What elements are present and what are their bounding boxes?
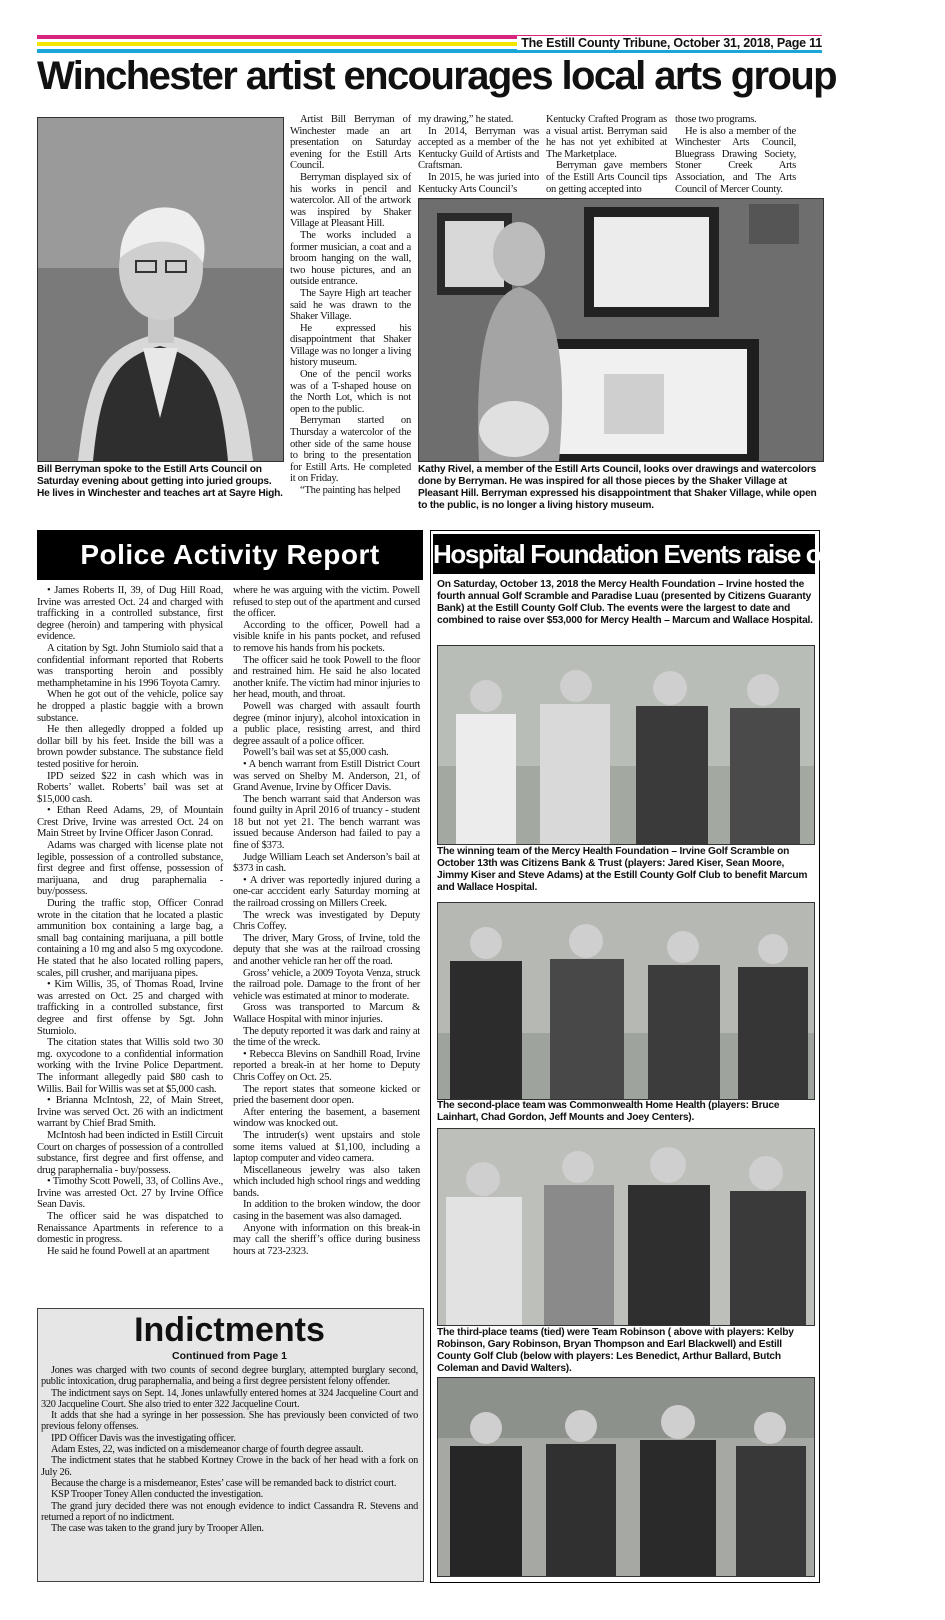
arts-col2-p1: my drawing,” he stated. [418,114,514,125]
police-item: According to the officer, Powell had a visible knife in his pants pocket, and refused to remove his hands from his pockets. [233,619,420,654]
winning-team-photo [437,645,815,845]
police-item: In addition to the broken window, the door casing in the basement was also damaged. [233,1199,420,1223]
arts-col1-p6: One of the pencil works was of a T-shaped house on the North Lot, which is not open to the public. [290,369,411,415]
indictment-paragraph: The indictment says on Sept. 14, Jones unlawfully entered homes at 324 Jacqueline Court and 320 Jacqueline Court. She also tried to enter 322 Jacqueline Court. [41,1387,418,1410]
police-item: • Timothy Scott Powell, 33, of Collins Ave., Irvine was arrested Oct. 27 by Irvine Office Sean Davis. [37,1176,223,1211]
arts-headline: Winchester artist encourages local arts group [37,54,836,98]
police-item: The officer said he was dispatched to Renaissance Apartments in reference to a domestic in progress. [37,1211,223,1246]
police-item: The bench warrant said that Anderson was found guilty in April 2016 of truancy - student 18 but not yet 21. The bench warrant was issued because Anderson had failed to pay a fine of $373. [233,793,420,852]
police-item: The intruder(s) went upstairs and stole some items valued at $1,100, including a laptop computer and video camera. [233,1129,420,1165]
berryman-portrait-photo [37,117,284,462]
police-item: Anyone with information on this break-in may call the sheriff’s office during business hours at 723-2323. [233,1222,420,1257]
hospital-foundation-title: Hospital Foundation Events raise over $53,000 [433,534,815,574]
police-item: During the traffic stop, Officer Conrad wrote in the citation that he located a plastic ammunition box containing a large bag, a small bag containing marijuana, a pill bottle containing a 10 mg and also 5 mg oxycodone. He stated that he also located rolling papers, scales, pill crusher, and marijuana pipes. [37,898,223,979]
police-item: The deputy reported it was dark and rainy at the time of the wreck. [233,1025,420,1049]
page-folio: The Estill County Tribune, October 31, 2018, Page 11 [517,36,822,50]
caption-berryman-portrait: Bill Berryman spoke to the Estill Arts Council on Saturday evening about getting into juried groups. He lives in Winchester and teaches art at Sayre High. [37,464,283,499]
arts-col3-p1: Kentucky Crafted Program as a visual artist. Berryman said he has not yet exhibited at The Marketplace. [546,114,667,160]
police-item: where he was arguing with the victim. Powell refused to step out of the apartment and cursed the officer. [233,585,420,620]
indictments-body [41,1365,418,1534]
arts-col1-p1: Artist Bill Berryman of Winchester made an art presentation on Saturday evening for the Estill Arts Council. [290,114,411,172]
police-item: After entering the basement, a basement window was knocked out. [233,1106,420,1130]
indictment-paragraph: IPD Officer Davis was the investigating officer. [51,1432,236,1444]
indictment-paragraph: It adds that she had a syringe in her possession. She has previously been convicted of two previous felony offenses. [41,1410,418,1433]
police-item: Gross’ vehicle, a 2009 Toyota Venza, struck the railroad pole. Damage to the front of her vehicle was estimated at minor to moderate. [233,967,420,1002]
police-item: He then allegedly dropped a folded up dollar bill by his feet. Inside the bill was a brown powder substance. The substance field tested positive for heroin. [37,724,223,770]
arts-column-1 [290,114,411,497]
police-item: • James Roberts II, 39, of Dug Hill Road, Irvine was arrested Oct. 24 and charged with trafficking in a controlled substance, first degree (heroin) and tampering with physical evidence. [37,585,223,643]
police-item: The wreck was investigated by Deputy Chris Coffey. [233,909,420,933]
indictments-title: Indictments [134,1311,325,1349]
caption-third-place: The third-place teams (tied) were Team Robinson ( above with players: Kelby Robinson, Gary Robinson, Bryan Thompson and Earl Blackwell) and Estill County Golf Club (below with players: Les Benedict, Arthur Ballard, Butch Coleman and David Walters). [437,1327,794,1374]
arts-col4-p2: He is also a member of the Winchester Arts Council, Bluegrass Drawing Society, Stoner Creek Arts Association, and The Arts Council of Mercer County. [675,125,796,195]
third-place-team-robinson-photo [437,1128,815,1326]
police-item: Powell’s bail was set at $5,000 cash. [243,747,389,759]
police-item: Judge William Leach set Anderson’s bail at $373 in cash. [233,851,420,875]
indictment-paragraph: The grand jury decided there was not enough evidence to indict Cassandra R. Stevens and returned a report of no indictment. [41,1500,418,1523]
police-item: McIntosh had been indicted in Estill Circuit Court on charges of possession of a controlled substance, first degree and first offense, and drug paraphernalia - buy/possess. [37,1129,223,1176]
arts-col1-p8: “The painting has helped [300,485,401,496]
police-item: Powell was charged with assault fourth degree (minor injury), alcohol intoxication in a public place, resisting arrest, and third degree assault of a police officer. [233,700,420,747]
arts-col1-p3: The works included a former musician, a coat and a broom hanging on the wall, two house pictures, and an outside entrance. [290,229,411,288]
police-item: Miscellaneous jewelry was also taken which included high school rings and wedding bands. [233,1164,420,1199]
rivel-drawings-photo [418,198,824,462]
indictment-paragraph: Adam Estes, 22, was indicted on a misdemeanor charge of fourth degree assault. [51,1444,364,1456]
police-item: • Kim Willis, 35, of Thomas Road, Irvine was arrested on Oct. 25 and charged with trafficking in a controlled substance, first degree and first offense by Sgt. John Stumiolo. [37,979,223,1037]
arts-col4-p1: those two programs. [675,114,757,125]
arts-col1-p2: Berryman displayed six of his works in pencil and watercolor. All of the artwork was inspired by Shaker Village at Pleasant Hill. [290,171,411,230]
police-item: The citation states that Willis sold two 30 mg. oxycodone to a confidential information working with the Irvine Police Department. The informant allegedly paid $80 cash to Willis. Bail for Willis was set at $5,000 cash. [37,1037,223,1095]
police-item: The driver, Mary Gross, of Irvine, told the deputy that she was at the railroad crossing and another vehicle ran her off the road. [233,932,420,967]
arts-column-3 [546,114,667,195]
indictments-continued-label: Continued from Page 1 [172,1350,287,1362]
police-item: When he got out of the vehicle, police say he dropped a plastic baggie with a brown substance. [37,689,223,724]
arts-col2-p2: In 2014, Berryman was accepted as a member of the Kentucky Guild of Artists and Craftsman. [418,125,539,172]
police-item: • Brianna McIntosh, 22, of Main Street, Irvine was served Oct. 26 with an indictment warrant by Chief Brad Smith. [37,1095,223,1130]
police-item: He said he found Powell at an apartment [47,1245,210,1257]
indictment-paragraph: The indictment states that he stabbed Kortney Crowe in the back of her head with a fork on July 26. [41,1455,418,1478]
indictment-paragraph: Jones was charged with two counts of second degree burglary, attempted burglary second, public intoxication, drug paraphernalia, and being a first degree persistent felony offender. [41,1365,418,1388]
police-item: Adams was charged with license plate not legible, possession of a controlled substance, first degree and first offense, possession of marijuana, and drug paraphernalia - buy/possess. [37,840,223,898]
caption-rivel-photo: Kathy Rivel, a member of the Estill Arts Council, looks over drawings and watercolors done by Berryman. He was inspired for all those pieces by the Shaker Village at Pleasant Hill. Berryman expressed his disappointment that Shaker Village, while open to the public, is no longer a living history museum. [418,464,817,511]
indictment-paragraph: Because the charge is a misdemeanor, Estes’ case will be remanded back to district court. [51,1477,397,1489]
arts-col1-p7: Berryman started on Thursday a watercolor of the other side of the same house to bring to the presentation for Estill Arts. He completed it on Friday. [290,415,411,485]
police-item: IPD seized $22 in cash which was in Roberts’ wallet. Roberts’ bail was set at $15,000 cash. [37,770,223,805]
police-item: Gross was transported to Marcum & Wallace Hospital with minor injuries. [233,1002,420,1025]
arts-col1-p5: He expressed his disappointment that Shaker Village was no longer a living history museum. [290,322,411,369]
police-item: • Ethan Reed Adams, 29, of Mountain Crest Drive, Irvine was arrested Oct. 24 on Main Street by Irvine Officer Jason Conrad. [37,805,223,840]
police-item: The report states that someone kicked or pried the basement door open. [233,1083,420,1107]
indictment-paragraph: KSP Trooper Toney Allen conducted the investigation. [51,1489,263,1501]
arts-col1-p4: The Sayre High art teacher said he was drawn to the Shaker Village. [290,287,411,323]
arts-col3-p2: Berryman gave members of the Estill Arts Council tips on getting accepted into [546,160,667,195]
hospital-foundation-intro: On Saturday, October 13, 2018 the Mercy Health Foundation – Irvine hosted the fourth annual Golf Scramble and Paradise Luau (presented by Citizens Guaranty Bank) at the Estill County Golf Club. The events were the largest to date and combined to raise over $53,000 for Mercy Health – Marcum and Wallace Hospital. [437,579,813,626]
police-item: The officer said he took Powell to the floor and restrained him. He said he also located another knife. The victim had minor injuries to her head, mouth, and throat. [233,654,420,701]
police-report-title: Police Activity Report [37,530,423,580]
second-place-team-photo [437,902,815,1100]
arts-column-2 [418,114,539,195]
caption-winning-team: The winning team of the Mercy Health Foundation – Irvine Golf Scramble on October 13th was Citizens Bank & Trust (players: Jared Kiser, Sean Moore, Jimmy Kiser and Steve Adams) at the Estill County Golf Club to benefit Marcum and Wallace Hospital. [437,846,808,893]
arts-col2-p3: In 2015, he was juried into Kentucky Arts Council’s [418,171,539,195]
third-place-team-golf-club-photo [437,1377,815,1577]
arts-column-4 [675,114,796,195]
police-item: • Rebecca Blevins on Sandhill Road, Irvine reported a break-in at her home to Deputy Chris Coffey on Oct. 25. [233,1048,420,1083]
police-column-1 [37,585,223,1257]
police-item: • A driver was reportedly injured during a one-car acccident early Saturday morning at the railroad crossing on Millers Creek. [233,874,420,910]
police-column-2 [233,585,420,1257]
police-item: • A bench warrant from Estill District Court was served on Shelby M. Anderson, 21, of Grand Avenue, Irvine by Officer Davis. [233,758,420,794]
indictment-paragraph: The case was taken to the grand jury by Trooper Allen. [51,1523,264,1535]
caption-second-place: The second-place team was Commonwealth Home Health (players: Bruce Lainhart, Chad Gordon, Jeff Mounts and Joey Centers). [437,1100,780,1123]
police-item: A citation by Sgt. John Stumiolo said that a confidential informant reported that Roberts was transporting heroin and possibly methamphetamine in his 1996 Toyota Camry. [37,642,223,689]
